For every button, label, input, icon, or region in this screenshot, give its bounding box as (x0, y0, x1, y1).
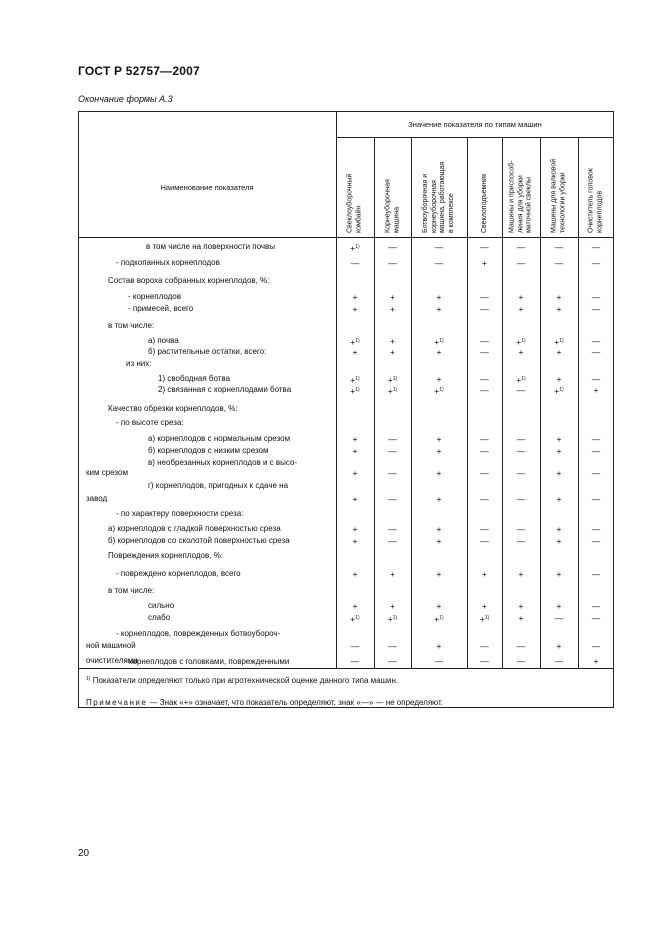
footnote-marker: 1) (86, 676, 91, 682)
indicator-mark: — (591, 494, 601, 504)
machine-type-header (336, 137, 374, 237)
indicator-mark: — (591, 336, 601, 346)
indicator-mark: — (434, 258, 444, 268)
indicator-mark (516, 374, 525, 385)
indicator-mark: — (480, 242, 489, 252)
indicator-mark: + (482, 569, 487, 579)
indicator-mark: + (593, 385, 599, 395)
indicator-mark: — (480, 336, 489, 346)
indicator-mark (554, 336, 563, 347)
mark-sign: + (350, 375, 356, 385)
indicator-mark: — (480, 641, 489, 651)
indicator-mark: + (556, 374, 562, 384)
indicator-label: сильно (148, 601, 175, 610)
indicator-mark: + (556, 536, 562, 546)
mark-footnote-ref: 1) (355, 615, 360, 621)
indicator-mark: + (390, 347, 395, 357)
indicator-mark: — (388, 446, 397, 456)
indicator-mark: — (591, 258, 601, 268)
mark-sign: + (387, 614, 393, 624)
mark-sign: + (387, 386, 393, 396)
indicator-label: завод (86, 494, 108, 503)
indicator-mark: — (591, 304, 601, 314)
indicator-mark: + (436, 641, 442, 651)
indicator-mark: + (518, 613, 524, 623)
mark-footnote-ref: 1) (559, 338, 564, 344)
machine-type-label: Ботвоуборочная и корнеуборочная машина, работающая в комплексе (422, 161, 455, 233)
indicator-label: в) необрезанных корнеплодов и с высо- (148, 458, 298, 467)
indicator-mark (350, 374, 359, 385)
machine-type-header (411, 137, 467, 237)
indicator-label: Состав вороха собранных корнеплодов, %: (108, 276, 270, 285)
mark-footnote-ref: 1) (559, 387, 564, 393)
indicator-label: слабо (148, 613, 171, 622)
indicator-mark (350, 242, 359, 253)
indicator-mark (350, 613, 359, 624)
indicator-label: Качество обрезки корнеплодов, %: (108, 404, 238, 413)
mark-footnote-ref: 1) (355, 338, 360, 344)
indicator-mark: + (556, 446, 562, 456)
indicator-label: ной машиной (86, 641, 136, 650)
indicator-mark: — (480, 385, 489, 395)
mark-sign: + (516, 337, 522, 347)
indicator-mark: + (556, 434, 562, 444)
indicator-mark: — (516, 242, 526, 252)
indicator-mark (434, 385, 443, 396)
indicator-label: б) корнеплодов со сколотой поверхностью среза (108, 536, 290, 545)
indicator-mark: — (591, 613, 601, 623)
indicator-mark: + (390, 569, 395, 579)
mark-footnote-ref: 1) (355, 376, 360, 382)
mark-footnote-ref: 1) (439, 387, 444, 393)
indicator-mark: — (591, 434, 601, 444)
indicator-mark: — (388, 434, 397, 444)
indicator-mark: — (434, 242, 444, 252)
indicator-mark: — (388, 242, 397, 252)
indicator-table (78, 111, 614, 708)
indicator-mark: — (480, 347, 489, 357)
indicator-label: в том числе: (108, 321, 155, 330)
indicator-label: ким срезом (86, 468, 128, 477)
indicator-mark: + (352, 468, 358, 478)
mark-footnote-ref: 1) (355, 387, 360, 393)
header-bottom-divider (78, 237, 614, 238)
indicator-mark: + (390, 304, 395, 314)
indicator-label: б) корнеплодов с низким срезом (148, 446, 269, 455)
indicator-mark: + (436, 536, 442, 546)
machine-type-header (540, 137, 578, 237)
indicator-mark: + (482, 601, 487, 611)
doc-title: ГОСТ Р 52757—2007 (78, 64, 200, 78)
indicator-mark: + (518, 569, 524, 579)
indicator-label: - корнеплодов, поврежденных ботвоубороч- (116, 629, 281, 638)
indicator-mark: — (350, 641, 360, 651)
indicator-mark: — (591, 292, 601, 302)
machine-type-header (502, 137, 540, 237)
indicator-mark (388, 385, 397, 396)
indicator-mark: + (436, 292, 442, 302)
indicator-mark: — (516, 258, 526, 268)
mark-sign: + (434, 614, 440, 624)
mark-sign: + (350, 614, 356, 624)
mark-sign: + (434, 386, 440, 396)
indicator-mark: + (556, 601, 562, 611)
indicator-mark: — (480, 446, 489, 456)
indicator-mark: + (518, 304, 524, 314)
page-number: 20 (78, 848, 90, 859)
indicator-mark: — (350, 656, 360, 666)
indicator-mark: + (436, 601, 442, 611)
indicator-label: 2) связанная с корнеплодами ботва (158, 385, 292, 394)
indicator-mark: — (480, 524, 489, 534)
indicator-mark: + (352, 304, 358, 314)
note-lead: Примечание (86, 698, 148, 707)
indicator-label: в том числе на поверхности почвы (146, 242, 276, 251)
indicator-mark (434, 613, 443, 624)
indicator-mark: + (352, 601, 358, 611)
indicator-mark: — (480, 656, 489, 666)
indicator-mark (350, 336, 359, 347)
mark-sign: + (516, 375, 522, 385)
indicator-label: - корнеплодов с головками, поврежденными (124, 657, 290, 666)
indicator-mark: — (480, 374, 489, 384)
indicator-mark: + (556, 524, 562, 534)
indicator-mark: — (516, 656, 526, 666)
mark-sign: + (434, 337, 440, 347)
mark-sign: + (350, 243, 356, 253)
indicator-mark: — (516, 641, 526, 651)
indicator-mark: — (388, 524, 397, 534)
mark-footnote-ref: 1) (439, 615, 444, 621)
indicator-mark: + (352, 494, 358, 504)
footnote-divider (78, 668, 614, 669)
indicator-label: - корнеплодов (128, 292, 181, 301)
indicator-label: а) корнеплодов с гладкой поверхностью среза (108, 524, 281, 533)
indicator-mark: + (352, 536, 358, 546)
form-caption: Окончание формы А.3 (78, 94, 173, 104)
indicator-mark: + (436, 524, 442, 534)
indicator-mark: — (516, 385, 526, 395)
indicator-mark: — (388, 494, 397, 504)
indicator-mark: — (480, 536, 489, 546)
indicator-mark: — (516, 536, 526, 546)
indicator-label: из них: (126, 359, 152, 368)
indicator-mark: + (436, 494, 442, 504)
mark-footnote-ref: 1) (392, 376, 398, 382)
indicator-label: - подкопанных корнеплодов (116, 258, 220, 267)
indicator-mark: — (591, 601, 601, 611)
mark-sign: + (350, 386, 356, 396)
mark-footnote-ref: 1) (521, 338, 526, 344)
indicator-mark: — (591, 347, 601, 357)
indicator-mark: — (388, 656, 397, 666)
indicator-mark: — (480, 292, 489, 302)
indicator-mark: — (591, 524, 601, 534)
mark-footnote-ref: 1) (521, 376, 526, 382)
indicator-mark: + (390, 292, 395, 302)
indicator-mark: — (388, 641, 397, 651)
indicator-mark: — (591, 536, 601, 546)
indicator-mark: + (352, 446, 358, 456)
indicator-mark: + (518, 347, 524, 357)
indicator-mark: + (352, 524, 358, 534)
machine-type-label: Машины и приспособ- ления для уборки маточной свеклы (508, 160, 533, 233)
indicator-label: б) растительные остатки, всего: (148, 347, 267, 356)
indicator-mark: — (516, 434, 526, 444)
indicator-mark: — (434, 656, 444, 666)
indicator-mark: — (591, 242, 601, 252)
indicator-mark: — (554, 258, 564, 268)
indicator-mark: — (591, 374, 601, 384)
indicator-mark: — (480, 304, 489, 314)
indicator-mark: + (556, 468, 562, 478)
indicator-label: - повреждено корнеплодов, всего (116, 569, 241, 578)
indicator-mark: + (352, 569, 358, 579)
indicator-mark: — (480, 494, 489, 504)
indicator-mark: + (436, 446, 442, 456)
indicator-mark: + (436, 374, 442, 384)
indicator-label: 1) свободная ботва (158, 374, 231, 383)
note (86, 698, 443, 707)
mark-sign: + (554, 337, 560, 347)
machine-type-label: Машины для валковой технологии уборки (550, 158, 566, 233)
indicator-mark (350, 385, 359, 396)
indicator-mark: — (480, 468, 489, 478)
mark-footnote-ref: 1) (484, 615, 490, 621)
indicator-mark: — (591, 641, 601, 651)
machine-type-header (374, 137, 411, 237)
indicator-mark: — (388, 536, 397, 546)
indicator-mark: — (350, 258, 360, 268)
indicator-mark: + (556, 347, 562, 357)
indicator-mark (388, 613, 397, 624)
mark-sign: + (387, 375, 393, 385)
mark-footnote-ref: 1) (392, 387, 398, 393)
indicator-mark (480, 613, 489, 624)
machine-type-label: Корнеуборочная машина (384, 179, 400, 233)
name-header: Наименование показателя (160, 182, 254, 192)
machine-type-header (467, 137, 502, 237)
indicator-label: - примесей, всего (128, 304, 194, 313)
indicator-mark: — (554, 656, 564, 666)
machine-type-label: Свеклоуборочный комбайн (346, 173, 362, 233)
footnote (86, 676, 398, 685)
indicator-mark: + (556, 304, 562, 314)
machine-type-header (578, 137, 614, 237)
machine-type-label: Свеклоподъемник (480, 173, 488, 233)
indicator-mark: — (516, 524, 526, 534)
indicator-mark: — (554, 242, 564, 252)
mark-sign: + (350, 337, 356, 347)
indicator-mark: + (518, 601, 524, 611)
indicator-mark: + (436, 468, 442, 478)
indicator-mark: — (480, 434, 489, 444)
indicator-mark (388, 374, 397, 385)
mark-footnote-ref: 1) (355, 244, 360, 250)
indicator-mark: — (516, 468, 526, 478)
indicator-mark: + (390, 601, 395, 611)
indicator-mark: + (436, 347, 442, 357)
indicator-label: - по характеру поверхности среза: (116, 509, 244, 518)
indicator-mark: + (556, 641, 562, 651)
indicator-mark: + (593, 656, 599, 666)
indicator-label: а) корнеплодов с нормальным срезом (148, 434, 291, 443)
mark-footnote-ref: 1) (439, 338, 444, 344)
machine-type-label: Очиститель головок корнеплодов (587, 168, 603, 233)
indicator-label: очистителями (86, 656, 138, 665)
mark-sign: + (554, 386, 560, 396)
indicator-label: в том числе: (108, 586, 155, 595)
indicator-mark: — (591, 468, 601, 478)
indicator-mark: — (388, 258, 397, 268)
indicator-mark: + (390, 336, 395, 346)
indicator-label: - по высоте среза: (116, 418, 184, 427)
indicator-mark: + (482, 258, 487, 268)
mark-footnote-ref: 1) (392, 615, 398, 621)
indicator-mark: + (352, 292, 358, 302)
indicator-mark: + (556, 292, 562, 302)
indicator-mark: — (388, 468, 397, 478)
indicator-mark (434, 336, 443, 347)
indicator-mark: — (591, 446, 601, 456)
indicator-mark: — (554, 613, 564, 623)
indicator-mark: + (352, 347, 358, 357)
indicator-mark: — (516, 446, 526, 456)
indicator-mark (516, 336, 525, 347)
footnote-text: Показатели определяют только при агротехнической оценке данного типа машин. (92, 676, 399, 685)
indicator-mark: + (436, 434, 442, 444)
indicator-mark: + (518, 292, 524, 302)
indicator-mark: + (352, 434, 358, 444)
note-text: — Знак «+» означает, что показатель определяют, знак «—» — не определяют. (149, 698, 443, 707)
indicator-label: а) почва (148, 336, 179, 345)
indicator-mark: + (436, 304, 442, 314)
indicator-mark: + (556, 569, 562, 579)
indicator-mark (554, 385, 563, 396)
indicator-mark: + (436, 569, 442, 579)
indicator-mark: — (516, 494, 526, 504)
indicator-mark: — (591, 569, 601, 579)
group-header: Значение показателя по типам машин (408, 119, 542, 129)
mark-sign: + (479, 614, 485, 624)
indicator-label: Повреждения корнеплодов, %: (108, 551, 224, 560)
indicator-mark: + (556, 494, 562, 504)
indicator-label: г) корнеплодов, пригодных к сдаче на (148, 481, 289, 490)
